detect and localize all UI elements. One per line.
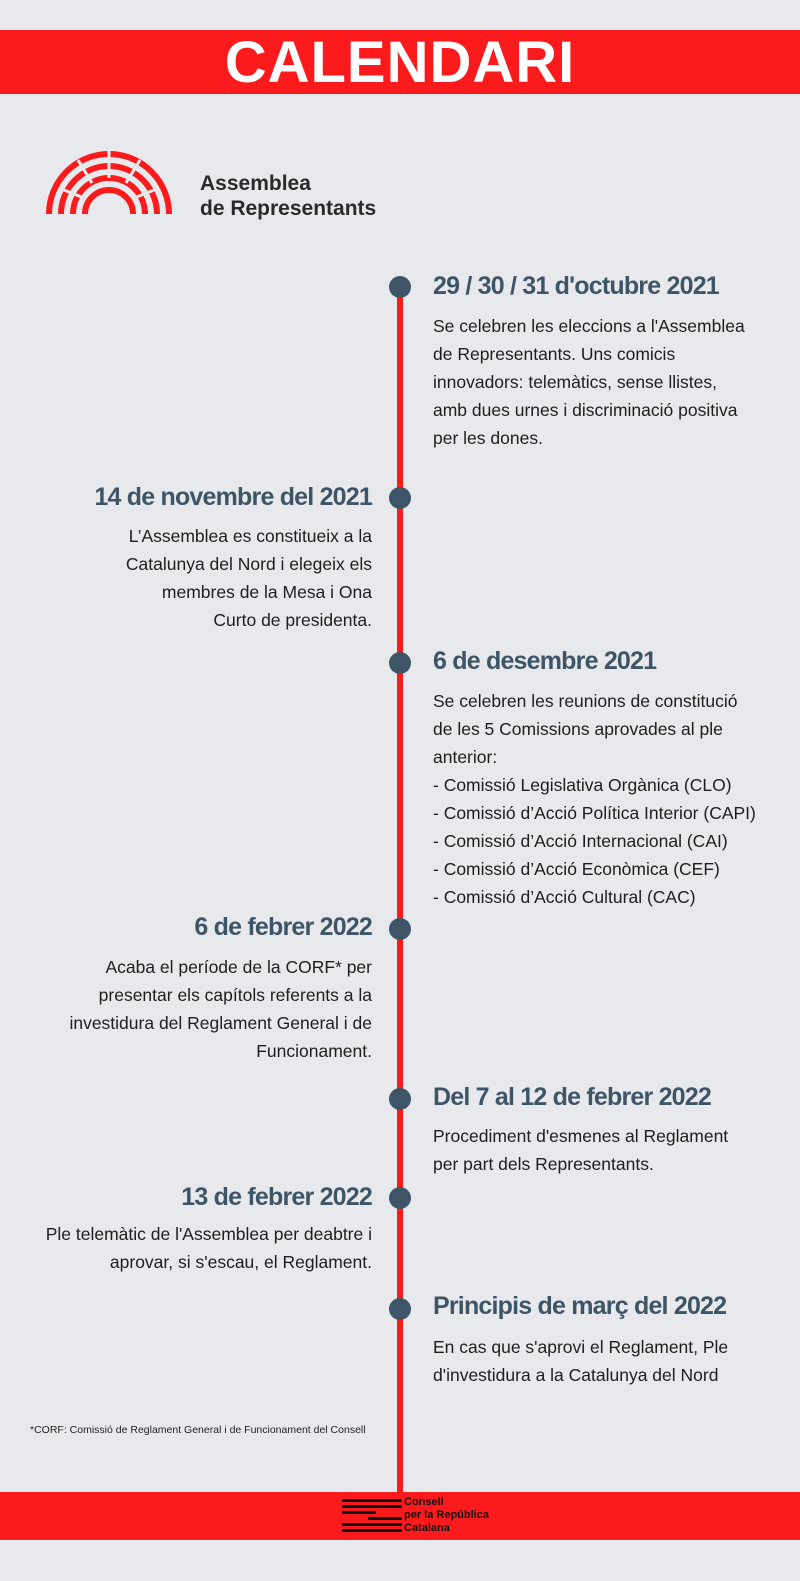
event-text-line: membres de la Mesa i Ona xyxy=(161,582,372,602)
event-text-line: - Comissió Legislativa Orgànica (CLO) xyxy=(433,775,732,795)
event-text-line: - Comissió d’Acció Econòmica (CEF) xyxy=(433,859,720,879)
timeline-dot xyxy=(389,1088,411,1110)
event-text-line: - Comissió d’Acció Internacional (CAI) xyxy=(433,831,728,851)
org-name xyxy=(200,171,376,221)
event-text-line: Catalunya del Nord i elegeix els xyxy=(125,554,372,574)
event-title: 14 de novembre del 2021 xyxy=(94,483,372,511)
event-text-line: presentar els capítols referents a la xyxy=(98,985,372,1005)
event-text-line: investidura del Reglament General i de xyxy=(69,1013,372,1033)
event-description xyxy=(433,1333,773,1389)
event-title: Principis de març del 2022 xyxy=(433,1292,727,1320)
event-description xyxy=(46,1220,372,1276)
event-description xyxy=(126,522,372,634)
event-description xyxy=(433,312,773,452)
event-text-line: per part dels Representants. xyxy=(433,1154,654,1174)
footnote: *CORF: Comissió de Reglament General i de Funcionament del Consell xyxy=(30,1424,366,1436)
event-text-line: de Representants. Uns comicis xyxy=(433,344,676,364)
footer-line2: per la República xyxy=(404,1509,489,1521)
timeline-dot xyxy=(389,652,411,674)
event-title: 29 / 30 / 31 d'octubre 2021 xyxy=(433,272,719,300)
event-text-line: Se celebren les eleccions a l'Assemblea xyxy=(433,316,745,336)
event-text-line: anterior: xyxy=(433,747,498,767)
event-title: 13 de febrer 2022 xyxy=(181,1183,372,1211)
header-banner xyxy=(0,30,800,94)
event-text-line: aprovar, si s'escau, el Reglament. xyxy=(109,1252,372,1272)
page-title: CALENDARI xyxy=(224,29,576,95)
event-text-line: - Comissió d’Acció Cultural (CAC) xyxy=(433,887,696,907)
event-text-line: En cas que s'aprovi el Reglament, Ple xyxy=(433,1337,729,1357)
event-title: 6 de febrer 2022 xyxy=(194,913,372,941)
timeline-dot xyxy=(389,487,411,509)
footer-line3: Catalana xyxy=(404,1522,450,1534)
event-text-line: Acaba el període de la CORF* per xyxy=(105,957,372,977)
event-text-line: - Comissió d’Acció Política Interior (CAPI) xyxy=(433,803,756,823)
org-name-line1: Assemblea xyxy=(200,172,311,195)
timeline-dot xyxy=(389,1298,411,1320)
timeline-dot xyxy=(389,1187,411,1209)
event-title: Del 7 al 12 de febrer 2022 xyxy=(433,1083,711,1111)
assemblea-logo-icon xyxy=(44,148,174,218)
event-text-line: Se celebren les reunions de constitució xyxy=(433,691,738,711)
timeline-dot xyxy=(389,276,411,298)
consell-logo-icon xyxy=(342,1499,402,1535)
event-text-line: d'investidura a la Catalunya del Nord xyxy=(433,1365,719,1385)
footer-line1: Consell xyxy=(404,1496,444,1508)
event-text-line: Funcionament. xyxy=(256,1041,372,1061)
event-text-line: Procediment d'esmenes al Reglament xyxy=(433,1126,729,1146)
event-text-line: L’Assemblea es constitueix a la xyxy=(128,526,372,546)
event-description xyxy=(433,687,773,911)
event-text-line: amb dues urnes i discriminació positiva xyxy=(433,400,738,420)
event-text-line: innovadors: telemàtics, sense llistes, xyxy=(433,372,718,392)
event-text-line: per les dones. xyxy=(433,428,543,448)
footer-banner xyxy=(0,1492,800,1540)
event-description xyxy=(69,953,372,1065)
footer-org-name xyxy=(404,1496,489,1535)
event-text-line: Ple telemàtic de l'Assemblea per deabtre i xyxy=(45,1224,372,1244)
event-description xyxy=(433,1122,773,1178)
org-name-line2: de Representants xyxy=(200,197,377,220)
event-text-line: de les 5 Comissions aprovades al ple xyxy=(433,719,723,739)
timeline-dot xyxy=(389,918,411,940)
event-title: 6 de desembre 2021 xyxy=(433,647,657,675)
event-text-line: Curto de presidenta. xyxy=(213,610,372,630)
